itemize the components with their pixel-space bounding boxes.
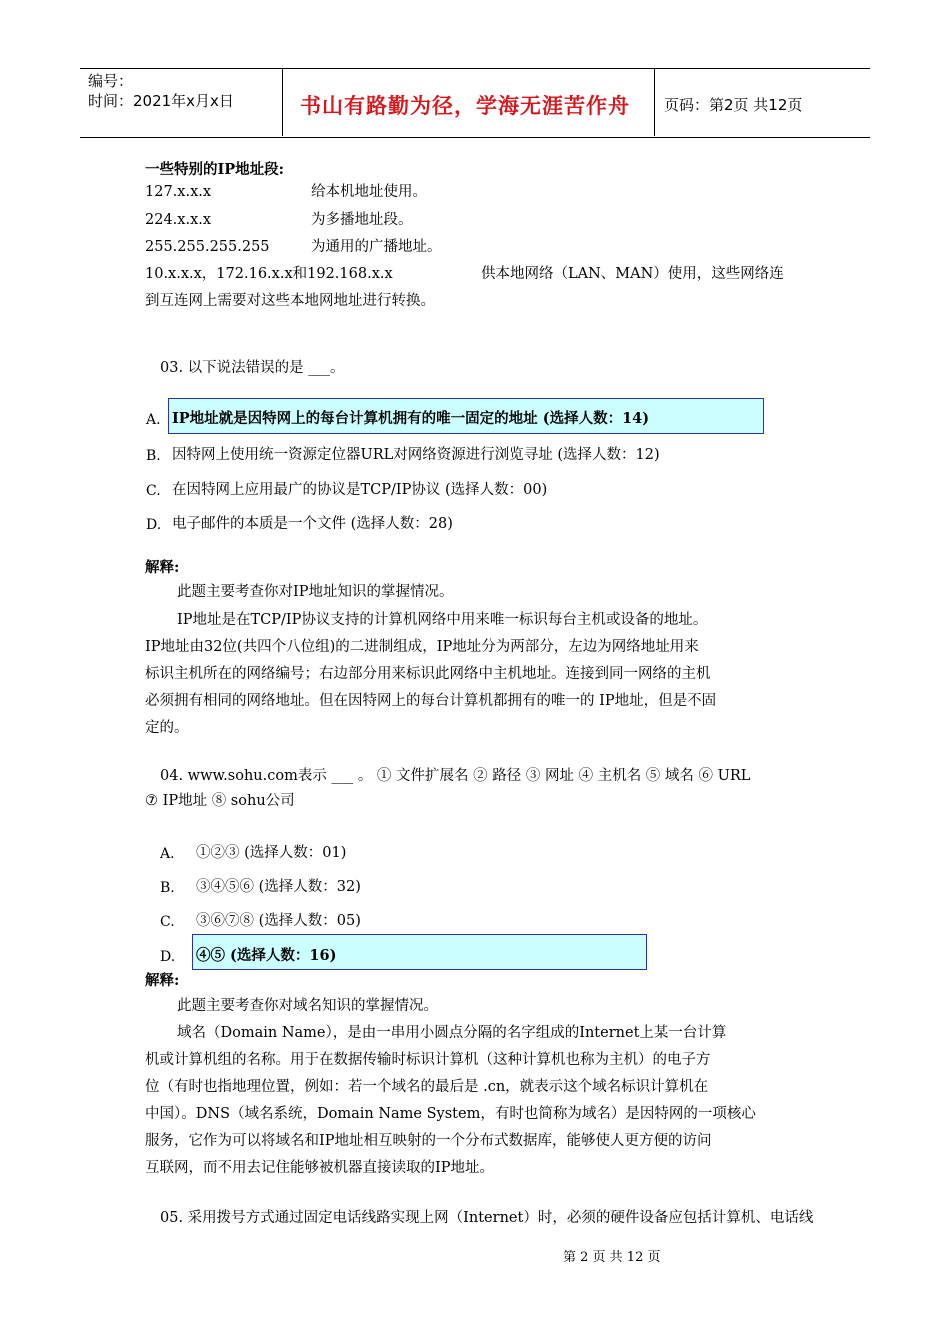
explanation-line: 互联网，而不用去记住能够被机器直接读取的IP地址。 — [145, 1160, 494, 1176]
ip-range-desc: 给本机地址使用。 — [311, 184, 427, 200]
explanation-line: IP地址由32位(共四个八位组)的二进制组成，IP地址分为两部分，左边为网络地址用来 — [145, 639, 699, 655]
explanation-line: 机或计算机组的名称。用于在数据传输时标识计算机（这种计算机也称为主机）的电子方 — [145, 1052, 711, 1068]
ip-range-desc: 为通用的广播地址。 — [311, 239, 442, 255]
ip-range-addr: 127.x.x.x — [145, 184, 212, 200]
question-04-stem-cont: ⑦ IP地址 ⑧ sohu公司 — [145, 793, 295, 809]
option-label-a: A. — [160, 846, 175, 862]
header-divider — [282, 68, 283, 136]
header-time-label: 时间：2021年x月x日 — [88, 92, 234, 110]
header-motto: 书山有路勤为径，学海无涯苦作舟 — [300, 94, 630, 118]
private-range-addrs: 10.x.x.x，172.16.x.x和192.168.x.x — [145, 266, 393, 282]
private-range-desc-cont: 到互连网上需要对这些本地网地址进行转换。 — [145, 293, 435, 309]
page-footer: 第 2 页 共 12 页 — [563, 1250, 661, 1265]
question-05-stem: 05. 采用拨号方式通过固定电话线路实现上网（Internet）时，必须的硬件设备应包括计算机、电话线 — [160, 1210, 814, 1226]
option-d-text: 电子邮件的本质是一个文件 (选择人数：28) — [172, 516, 453, 532]
explanation-line: 服务，它作为可以将域名和IP地址相互映射的一个分布式数据库，能够使人更方便的访问 — [145, 1133, 712, 1149]
option-label-d: D. — [146, 517, 162, 533]
option-c-text: 在因特网上应用最广的协议是TCP/IP协议 (选择人数：00) — [172, 482, 548, 498]
option-a-text: ①②③ (选择人数：01) — [196, 845, 347, 861]
header-page-label: 页码：第2页 共12页 — [664, 96, 803, 114]
header-code-label: 编号： — [88, 72, 134, 90]
ip-range-addr: 255.255.255.255 — [145, 239, 270, 255]
option-a-text: IP地址就是因特网上的每台计算机拥有的唯一固定的地址 (选择人数：14) — [172, 410, 650, 427]
option-d-text: ④⑤ (选择人数：16) — [196, 947, 337, 964]
explanation-line: 域名（Domain Name），是由一串用小圆点分隔的名字组成的Internet上某一台计算 — [177, 1025, 727, 1041]
explanation-line: 位（有时也指地理位置，例如：若一个域名的最后是 .cn，就表示这个域名标识计算机在 — [145, 1079, 709, 1095]
ip-range-desc: 为多播地址段。 — [311, 212, 413, 228]
option-b-text: 因特网上使用统一资源定位器URL对网络资源进行浏览寻址 (选择人数：12) — [172, 447, 660, 463]
explanation-line: 此题主要考查你对域名知识的掌握情况。 — [177, 998, 438, 1014]
explanation-heading: 解释: — [145, 972, 180, 989]
private-range-desc: 供本地网络（LAN、MAN）使用，这些网络连 — [481, 266, 784, 282]
explanation-line: 中国）。DNS（域名系统，Domain Name System，有时也简称为域名）是因特网的一项核心 — [145, 1106, 756, 1122]
explanation-line: 定的。 — [145, 720, 189, 736]
option-label-b: B. — [146, 448, 161, 464]
section-heading: 一些特别的IP地址段: — [145, 161, 285, 178]
explanation-heading: 解释: — [145, 559, 180, 576]
option-label-d: D. — [160, 949, 176, 965]
header-divider — [654, 68, 655, 136]
explanation-line: 此题主要考查你对IP地址知识的掌握情况。 — [177, 584, 454, 600]
explanation-line: IP地址是在TCP/IP协议支持的计算机网络中用来唯一标识每台主机或设备的地址。 — [177, 612, 708, 628]
option-label-c: C. — [146, 483, 161, 499]
option-b-text: ③④⑤⑥ (选择人数：32) — [196, 879, 361, 895]
ip-range-addr: 224.x.x.x — [145, 212, 212, 228]
explanation-line: 必须拥有相同的网络地址。但在因特网上的每台计算机都拥有的唯一的 IP地址，但是不固 — [145, 693, 717, 709]
option-c-text: ③⑥⑦⑧ (选择人数：05) — [196, 913, 361, 929]
option-label-a: A. — [146, 412, 161, 428]
explanation-line: 标识主机所在的网络编号；右边部分用来标识此网络中主机地址。连接到同一网络的主机 — [145, 666, 711, 682]
option-label-c: C. — [160, 914, 175, 930]
question-04-stem: 04. www.sohu.com表示 ___ 。 ① 文件扩展名 ② 路径 ③ 网址 ④ 主机名 ⑤ 域名 ⑥ URL — [160, 768, 751, 784]
option-label-b: B. — [160, 880, 175, 896]
question-03-stem: 03. 以下说法错误的是 ___。 — [160, 360, 345, 376]
